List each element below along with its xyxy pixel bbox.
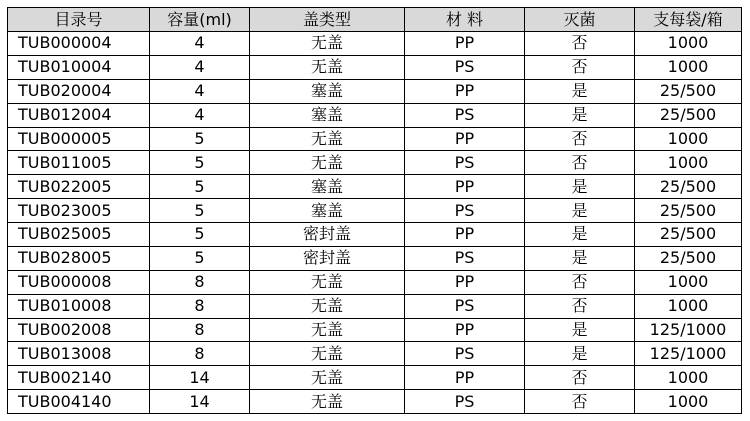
cap-type-cell: 无盖 [250,270,405,294]
pack-quantity-cell: 25/500 [635,223,742,247]
header-cap-type: 盖类型 [250,8,405,32]
catalog-number-cell: TUB028005 [8,246,150,270]
product-spec-table [7,7,742,414]
material-cell: PS [405,294,525,318]
catalog-number-cell: TUB011005 [8,151,150,175]
pack-quantity-cell: 125/1000 [635,342,742,366]
table-row [8,103,742,127]
material-cell: PS [405,246,525,270]
header-row [8,8,742,32]
material-cell: PP [405,32,525,56]
table-row [8,223,742,247]
sterilized-cell: 否 [525,32,635,56]
sterilized-cell: 是 [525,342,635,366]
cap-type-cell: 无盖 [250,342,405,366]
catalog-number-cell: TUB002008 [8,318,150,342]
table-row [8,270,742,294]
cap-type-cell: 塞盖 [250,103,405,127]
sterilized-cell: 否 [525,366,635,390]
volume-cell: 5 [150,246,250,270]
catalog-number-cell: TUB010008 [8,294,150,318]
cap-type-cell: 密封盖 [250,246,405,270]
cap-type-cell: 无盖 [250,366,405,390]
cap-type-cell: 无盖 [250,151,405,175]
catalog-number-cell: TUB004140 [8,390,150,414]
material-cell: PP [405,223,525,247]
pack-quantity-cell: 1000 [635,390,742,414]
volume-cell: 5 [150,223,250,247]
pack-quantity-cell: 125/1000 [635,318,742,342]
volume-cell: 8 [150,294,250,318]
material-cell: PP [405,127,525,151]
catalog-number-cell: TUB020004 [8,79,150,103]
sterilized-cell: 否 [525,294,635,318]
material-cell: PS [405,55,525,79]
cap-type-cell: 无盖 [250,32,405,56]
cap-type-cell: 塞盖 [250,175,405,199]
table-row [8,342,742,366]
cap-type-cell: 无盖 [250,390,405,414]
header-pack-quantity: 支每袋/箱 [635,8,742,32]
table-header [8,8,742,32]
table-row [8,55,742,79]
volume-cell: 4 [150,55,250,79]
material-cell: PP [405,318,525,342]
pack-quantity-cell: 25/500 [635,79,742,103]
volume-cell: 14 [150,366,250,390]
volume-cell: 4 [150,79,250,103]
material-cell: PS [405,342,525,366]
catalog-number-cell: TUB002140 [8,366,150,390]
catalog-number-cell: TUB000008 [8,270,150,294]
sterilized-cell: 否 [525,390,635,414]
pack-quantity-cell: 1000 [635,366,742,390]
sterilized-cell: 是 [525,199,635,223]
sterilized-cell: 否 [525,127,635,151]
catalog-number-cell: TUB012004 [8,103,150,127]
catalog-number-cell: TUB025005 [8,223,150,247]
table-row [8,199,742,223]
volume-cell: 5 [150,175,250,199]
table-row [8,32,742,56]
table-body [8,32,742,414]
header-sterilized: 灭菌 [525,8,635,32]
sterilized-cell: 是 [525,223,635,247]
cap-type-cell: 无盖 [250,127,405,151]
catalog-number-cell: TUB022005 [8,175,150,199]
cap-type-cell: 塞盖 [250,199,405,223]
catalog-number-cell: TUB000004 [8,32,150,56]
pack-quantity-cell: 25/500 [635,175,742,199]
catalog-number-cell: TUB013008 [8,342,150,366]
table-row [8,294,742,318]
sterilized-cell: 否 [525,151,635,175]
material-cell: PP [405,175,525,199]
pack-quantity-cell: 1000 [635,55,742,79]
volume-cell: 14 [150,390,250,414]
table-row [8,366,742,390]
pack-quantity-cell: 25/500 [635,103,742,127]
volume-cell: 8 [150,318,250,342]
table-row [8,175,742,199]
cap-type-cell: 无盖 [250,294,405,318]
sterilized-cell: 是 [525,103,635,127]
material-cell: PP [405,366,525,390]
cap-type-cell: 无盖 [250,318,405,342]
pack-quantity-cell: 1000 [635,151,742,175]
material-cell: PP [405,270,525,294]
material-cell: PS [405,103,525,127]
volume-cell: 5 [150,199,250,223]
catalog-number-cell: TUB023005 [8,199,150,223]
sterilized-cell: 否 [525,55,635,79]
pack-quantity-cell: 1000 [635,32,742,56]
catalog-number-cell: TUB010004 [8,55,150,79]
table-row [8,79,742,103]
volume-cell: 4 [150,103,250,127]
pack-quantity-cell: 1000 [635,294,742,318]
material-cell: PS [405,151,525,175]
material-cell: PP [405,79,525,103]
header-material: 材 料 [405,8,525,32]
pack-quantity-cell: 1000 [635,270,742,294]
header-volume: 容量(ml) [150,8,250,32]
sterilized-cell: 是 [525,318,635,342]
table-row [8,390,742,414]
pack-quantity-cell: 1000 [635,127,742,151]
material-cell: PS [405,199,525,223]
cap-type-cell: 密封盖 [250,223,405,247]
sterilized-cell: 是 [525,79,635,103]
cap-type-cell: 塞盖 [250,79,405,103]
volume-cell: 8 [150,270,250,294]
sterilized-cell: 是 [525,175,635,199]
header-catalog-number: 目录号 [8,8,150,32]
material-cell: PS [405,390,525,414]
pack-quantity-cell: 25/500 [635,199,742,223]
pack-quantity-cell: 25/500 [635,246,742,270]
cap-type-cell: 无盖 [250,55,405,79]
table-row [8,246,742,270]
sterilized-cell: 是 [525,246,635,270]
sterilized-cell: 否 [525,270,635,294]
volume-cell: 5 [150,151,250,175]
volume-cell: 5 [150,127,250,151]
table-row [8,318,742,342]
volume-cell: 8 [150,342,250,366]
table-row [8,151,742,175]
catalog-number-cell: TUB000005 [8,127,150,151]
table-row [8,127,742,151]
volume-cell: 4 [150,32,250,56]
